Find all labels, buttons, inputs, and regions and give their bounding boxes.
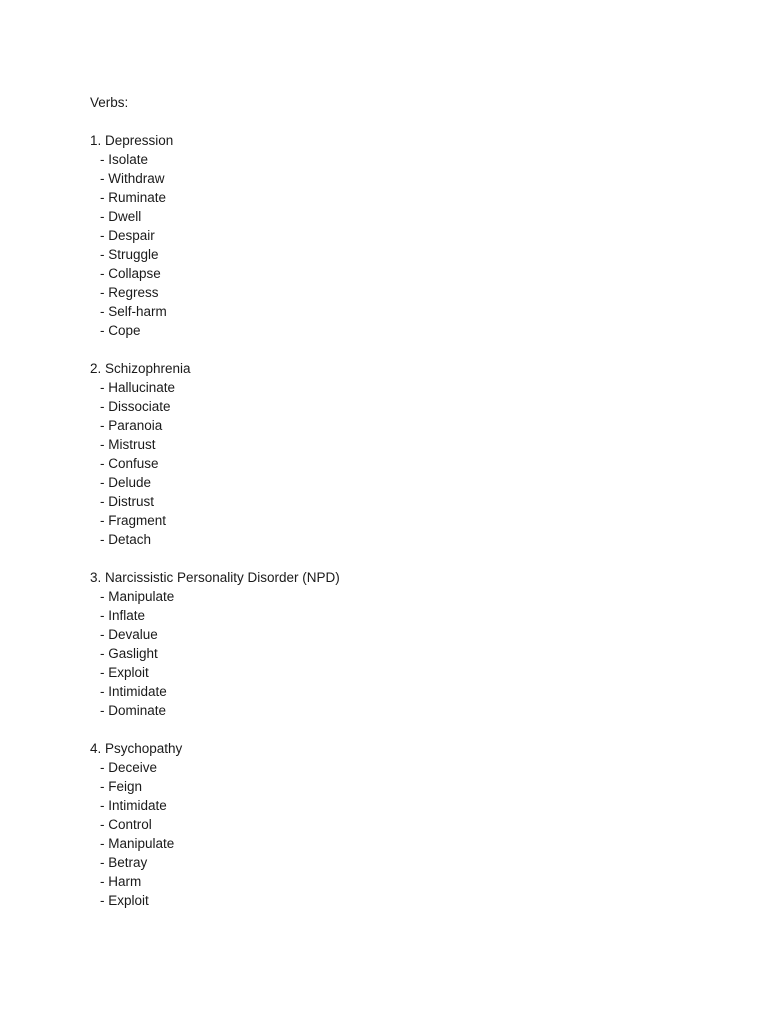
list-item: - Self-harm [100, 304, 167, 319]
list-item: - Cope [100, 323, 141, 338]
list-item: - Mistrust [100, 437, 156, 452]
section-title: 2. Schizophrenia [90, 361, 191, 376]
list-item: - Devalue [100, 627, 158, 642]
section-npd [90, 568, 690, 720]
list-item: - Harm [100, 874, 142, 889]
list-item: - Delude [100, 475, 152, 490]
section-psychopathy [90, 739, 690, 910]
list-item: - Detach [100, 532, 152, 547]
list-item: - Fragment [100, 513, 167, 528]
list-item: - Dissociate [100, 399, 171, 414]
list-item: - Control [100, 817, 152, 832]
list-item: - Withdraw [100, 171, 165, 186]
document-heading: Verbs: [90, 95, 129, 110]
list-item: - Gaslight [100, 646, 158, 661]
section-schizophrenia [90, 359, 690, 549]
document-page [90, 93, 690, 929]
list-item: - Dominate [100, 703, 167, 718]
list-item: - Intimidate [100, 684, 167, 699]
list-item: - Distrust [100, 494, 154, 509]
list-item: - Confuse [100, 456, 159, 471]
list-item: - Inflate [100, 608, 146, 623]
list-item: - Betray [100, 855, 148, 870]
list-item: - Isolate [100, 152, 149, 167]
list-item: - Feign [100, 779, 143, 794]
section-title: 3. Narcissistic Personality Disorder (NPD) [90, 570, 340, 585]
list-item: - Intimidate [100, 798, 167, 813]
list-item: - Struggle [100, 247, 159, 262]
list-item: - Ruminate [100, 190, 167, 205]
list-item: - Regress [100, 285, 159, 300]
section-depression [90, 131, 690, 340]
list-item: - Exploit [100, 665, 149, 680]
list-item: - Manipulate [100, 589, 175, 604]
list-item: - Deceive [100, 760, 158, 775]
list-item: - Exploit [100, 893, 149, 908]
section-title: 1. Depression [90, 133, 174, 148]
list-item: - Hallucinate [100, 380, 176, 395]
list-item: - Despair [100, 228, 155, 243]
list-item: - Paranoia [100, 418, 163, 433]
list-item: - Collapse [100, 266, 161, 281]
list-item: - Manipulate [100, 836, 175, 851]
section-title: 4. Psychopathy [90, 741, 183, 756]
list-item: - Dwell [100, 209, 142, 224]
